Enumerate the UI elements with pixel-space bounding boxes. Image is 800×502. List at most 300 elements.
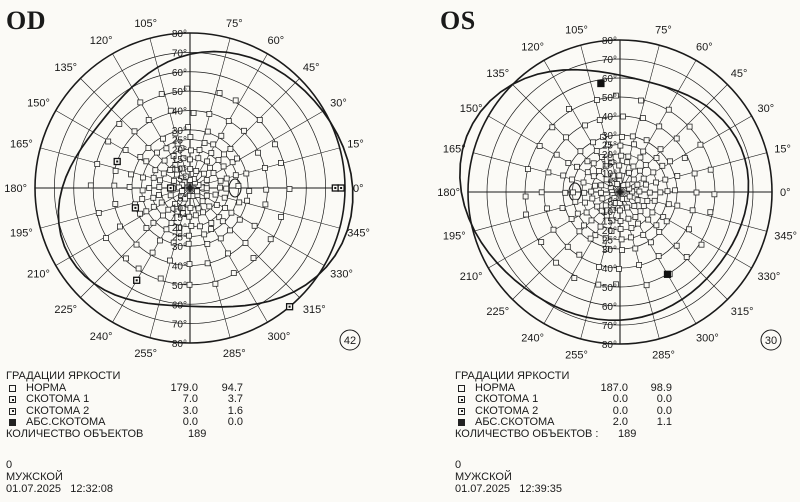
test-point xyxy=(637,168,642,173)
stats-count: 187.0 xyxy=(600,381,628,394)
test-point xyxy=(202,140,207,145)
test-point xyxy=(560,206,565,211)
stats-percent: 1.1 xyxy=(656,416,672,428)
test-point xyxy=(646,217,651,222)
radial-label: 5° xyxy=(177,174,187,186)
test-point xyxy=(629,226,634,231)
test-point xyxy=(140,196,145,201)
meridian-label: 180° xyxy=(437,187,460,199)
radial-label: 50° xyxy=(601,283,617,294)
test-point xyxy=(589,218,594,223)
radial-label: 25° xyxy=(171,232,187,244)
test-point xyxy=(619,237,624,242)
test-point xyxy=(104,236,109,241)
meridian-label: 45° xyxy=(730,68,748,81)
test-point xyxy=(155,150,160,155)
test-point xyxy=(588,236,593,241)
test-point xyxy=(597,265,602,270)
stats-count: 0.0 xyxy=(612,393,628,405)
test-point xyxy=(539,240,544,245)
radial-label: 40° xyxy=(171,106,187,118)
test-point xyxy=(537,143,542,148)
meridian-label: 255° xyxy=(565,349,588,362)
test-point xyxy=(660,163,665,168)
test-point xyxy=(189,223,194,228)
footer-gender: МУЖСКОЙ xyxy=(6,471,63,483)
test-point xyxy=(193,213,198,218)
meridian-line xyxy=(620,85,727,192)
test-point xyxy=(222,152,227,157)
test-point xyxy=(654,223,659,228)
test-point xyxy=(687,124,692,129)
test-point xyxy=(692,171,697,176)
test-point xyxy=(224,176,229,181)
radial-label: 15° xyxy=(601,216,617,228)
test-point xyxy=(204,178,209,183)
meridian-label: 210° xyxy=(459,271,483,283)
test-point xyxy=(151,175,156,180)
test-point xyxy=(656,254,661,259)
test-point xyxy=(632,203,637,208)
test-point xyxy=(156,193,161,198)
test-point xyxy=(224,186,229,191)
test-point xyxy=(221,164,226,169)
test-point xyxy=(582,123,587,128)
stats-count: 0.0 xyxy=(612,404,628,417)
test-point xyxy=(160,136,165,141)
test-point xyxy=(596,282,601,287)
test-point xyxy=(236,183,241,188)
radial-label: 40° xyxy=(601,112,617,123)
test-point xyxy=(144,209,149,214)
test-point xyxy=(172,178,177,183)
test-point xyxy=(233,98,238,103)
test-point xyxy=(218,185,223,190)
test-point xyxy=(209,151,214,156)
stats-name: СКОТОМА 1 xyxy=(26,393,90,405)
meridian-label: 345° xyxy=(347,227,370,240)
stats-percent: 0.0 xyxy=(656,404,672,417)
radial-label: 25° xyxy=(601,140,617,152)
meridian-label: 105° xyxy=(565,24,588,37)
test-point xyxy=(208,165,213,170)
panel-os xyxy=(400,0,800,502)
radial-label: 30° xyxy=(601,245,617,256)
test-point xyxy=(264,187,269,192)
test-point xyxy=(242,128,247,133)
test-point xyxy=(644,283,649,288)
test-point xyxy=(675,173,680,178)
meridian-label: 210° xyxy=(27,268,50,281)
objects-value: 189 xyxy=(618,427,637,440)
badge-number: 30 xyxy=(764,335,778,347)
test-point xyxy=(675,203,680,208)
radial-label: 10° xyxy=(171,164,187,176)
stats-percent: 94.7 xyxy=(221,381,243,394)
absolute-scotoma-point xyxy=(665,271,671,277)
meridian-label: 135° xyxy=(486,68,510,81)
radial-label: 70° xyxy=(601,321,617,332)
patient-footer xyxy=(6,459,113,495)
test-point xyxy=(216,158,221,163)
test-point xyxy=(96,210,101,215)
test-point xyxy=(619,134,624,139)
test-point xyxy=(228,228,233,233)
test-point xyxy=(658,147,663,152)
test-point xyxy=(574,164,579,169)
radial-label: 20° xyxy=(171,145,187,157)
test-point xyxy=(256,150,261,155)
test-point xyxy=(229,210,234,215)
test-count-badge xyxy=(761,330,781,350)
test-point xyxy=(584,210,589,215)
stats-percent: 3.7 xyxy=(227,393,243,405)
radial-label: 50° xyxy=(171,280,187,292)
stats-percent: 0.0 xyxy=(656,393,672,405)
meridian-label: 15° xyxy=(347,138,364,151)
test-point xyxy=(262,165,267,170)
test-point xyxy=(524,212,529,217)
radial-label: 15° xyxy=(171,154,187,166)
test-point xyxy=(164,146,169,151)
radial-label: 5° xyxy=(607,197,617,209)
test-point xyxy=(188,166,193,171)
meridian-label: 300° xyxy=(267,331,291,344)
test-point xyxy=(626,170,631,175)
objects-value: 189 xyxy=(188,427,207,440)
test-point xyxy=(545,206,550,211)
meridian-label: 225° xyxy=(54,303,78,316)
test-point xyxy=(641,204,646,209)
test-point xyxy=(652,198,657,203)
radial-label: 60° xyxy=(601,302,617,313)
test-point xyxy=(166,207,171,212)
test-point xyxy=(577,229,582,234)
test-point xyxy=(263,202,268,207)
test-point xyxy=(578,149,583,154)
test-point xyxy=(581,180,586,185)
test-point xyxy=(205,159,210,164)
test-point xyxy=(620,248,625,253)
meridian-label: 105° xyxy=(134,17,158,30)
test-point xyxy=(140,175,145,180)
dot-square-icon xyxy=(458,396,465,403)
scotoma-point-dot xyxy=(289,306,291,308)
test-point xyxy=(134,242,139,247)
test-point xyxy=(654,156,659,161)
test-point xyxy=(202,232,207,237)
scotoma-point-dot xyxy=(340,187,342,189)
test-point xyxy=(204,186,209,191)
radial-label: 30° xyxy=(171,125,187,137)
test-point xyxy=(589,189,594,194)
stats-count: 2.0 xyxy=(612,416,628,428)
test-point xyxy=(197,147,202,152)
test-point xyxy=(631,164,636,169)
test-point xyxy=(641,149,646,154)
meridian-label: 0° xyxy=(353,183,364,195)
meridian-label: 30° xyxy=(757,103,775,115)
test-point xyxy=(570,177,575,182)
meridian-label: 135° xyxy=(54,62,78,75)
test-point xyxy=(572,276,577,281)
test-point xyxy=(665,189,670,194)
radial-label: 5° xyxy=(607,178,617,190)
test-point xyxy=(191,111,196,116)
meridian-label: 30° xyxy=(330,97,347,110)
test-point xyxy=(218,178,223,183)
meridian-label: 330° xyxy=(757,271,781,283)
test-point xyxy=(151,204,156,209)
test-point xyxy=(644,138,649,143)
test-point xyxy=(666,107,671,112)
scotoma-point-dot xyxy=(334,187,336,189)
test-point xyxy=(554,152,559,157)
test-point xyxy=(209,220,214,225)
test-point xyxy=(237,200,242,205)
stats-count: 0.0 xyxy=(182,416,198,428)
test-point xyxy=(583,200,588,205)
radial-label: 25° xyxy=(171,135,187,147)
test-point xyxy=(196,156,201,161)
test-point xyxy=(144,159,149,164)
radial-label: 20° xyxy=(601,226,617,237)
filled-square-icon xyxy=(9,419,16,426)
test-point xyxy=(698,142,703,147)
test-point xyxy=(198,224,203,229)
scotoma-point-dot xyxy=(170,187,172,189)
polar-grid xyxy=(35,33,353,343)
stats-name: НОРМА xyxy=(475,381,516,394)
test-point xyxy=(268,237,273,242)
test-point xyxy=(144,226,149,231)
meridian-label: 75° xyxy=(225,17,243,30)
stats-title: ГРАДАЦИИ ЯРКОСТИ xyxy=(455,370,570,382)
test-point xyxy=(247,189,252,194)
footer-datetime: 01.07.2025 12:32:08 xyxy=(6,483,114,495)
dot-square-icon xyxy=(9,408,16,415)
test-point xyxy=(158,276,163,281)
test-point xyxy=(599,183,604,188)
test-point xyxy=(146,145,151,150)
test-point xyxy=(245,198,250,203)
test-point xyxy=(204,193,209,198)
test-point xyxy=(663,177,668,182)
meridian-label: 180° xyxy=(4,183,27,195)
test-point xyxy=(597,169,602,174)
test-point xyxy=(591,161,596,166)
test-point xyxy=(209,227,214,232)
test-point xyxy=(161,213,166,218)
test-point xyxy=(207,204,212,209)
test-point xyxy=(618,143,623,148)
test-point xyxy=(635,182,640,187)
meridian-label: 195° xyxy=(10,227,33,240)
meridian-label: 195° xyxy=(442,230,466,243)
test-point xyxy=(582,223,587,228)
meridian-label: 165° xyxy=(442,143,466,156)
test-point xyxy=(575,211,580,216)
polar-grid xyxy=(460,40,772,344)
test-point xyxy=(585,159,590,164)
radial-label: 60° xyxy=(171,67,187,79)
radial-label: 30° xyxy=(601,131,617,142)
scotoma-point-dot xyxy=(134,207,136,209)
test-point xyxy=(146,117,151,122)
test-point xyxy=(643,182,648,187)
test-point xyxy=(590,196,595,201)
test-point xyxy=(213,281,218,286)
test-point xyxy=(637,262,642,267)
test-point xyxy=(201,210,206,215)
test-point xyxy=(687,227,692,232)
stats-percent: 98.9 xyxy=(650,381,672,394)
meridian-label: 60° xyxy=(267,34,285,47)
test-point xyxy=(708,210,713,215)
test-point xyxy=(205,129,210,134)
test-point xyxy=(668,159,673,164)
test-point xyxy=(566,161,571,166)
test-point xyxy=(690,208,695,213)
test-point xyxy=(626,154,631,159)
test-point xyxy=(591,174,596,179)
meridian-line xyxy=(56,188,190,266)
meridian-line xyxy=(620,116,752,192)
test-point xyxy=(251,256,256,261)
meridian-label: 15° xyxy=(774,143,791,156)
test-point xyxy=(237,217,242,222)
meridian-label: 120° xyxy=(89,34,113,47)
test-point xyxy=(684,254,689,259)
stats-percent: 1.6 xyxy=(227,404,243,417)
stats-percent: 0.0 xyxy=(227,416,243,428)
footer-zero: 0 xyxy=(455,459,462,471)
radial-label: 40° xyxy=(171,261,187,273)
test-point xyxy=(201,171,206,176)
radial-label: 80° xyxy=(601,36,617,47)
test-point xyxy=(594,98,599,103)
test-point xyxy=(633,246,638,251)
stats-count: 7.0 xyxy=(182,393,198,405)
test-point xyxy=(106,139,111,144)
test-point xyxy=(168,193,173,198)
test-point xyxy=(645,198,650,203)
test-point xyxy=(657,124,662,129)
test-point xyxy=(95,162,100,167)
test-point xyxy=(571,190,576,195)
stats-name: СКОТОМА 1 xyxy=(475,393,539,405)
test-point xyxy=(117,121,122,126)
open-square-icon xyxy=(9,385,16,392)
test-point xyxy=(551,227,556,232)
stats-name: АБС.СКОТОМА xyxy=(475,416,555,428)
footer-datetime: 01.07.2025 12:39:35 xyxy=(455,483,563,495)
test-point xyxy=(252,223,257,228)
test-point xyxy=(546,170,551,175)
test-point xyxy=(628,235,633,240)
test-point xyxy=(219,133,224,138)
test-point xyxy=(218,236,223,241)
radial-label: 80° xyxy=(171,339,187,350)
test-point xyxy=(217,91,222,96)
radial-label: 15° xyxy=(601,159,617,171)
test-point xyxy=(117,224,122,229)
test-point xyxy=(112,183,117,188)
test-point xyxy=(235,156,240,161)
test-point xyxy=(129,172,134,177)
test-point xyxy=(523,194,528,199)
radial-label: 60° xyxy=(171,300,187,312)
radial-label: 10° xyxy=(601,169,617,180)
test-point xyxy=(566,106,571,111)
test-point xyxy=(631,177,636,182)
test-point xyxy=(233,173,238,178)
meridian-label: 330° xyxy=(330,268,353,281)
test-point xyxy=(639,98,644,103)
test-point xyxy=(188,205,193,210)
test-point xyxy=(699,242,704,247)
scotoma-point-dot xyxy=(136,279,138,281)
test-point xyxy=(650,210,655,215)
test-point xyxy=(140,188,145,193)
test-point xyxy=(151,220,156,225)
test-point xyxy=(158,178,163,183)
test-point xyxy=(563,135,568,140)
test-point xyxy=(231,271,236,276)
test-point xyxy=(123,147,128,152)
test-point xyxy=(673,188,678,193)
radial-label: 15° xyxy=(171,213,187,225)
radial-label: 80° xyxy=(171,29,187,40)
test-point xyxy=(132,129,137,134)
meridian-label: 165° xyxy=(10,138,33,151)
test-point xyxy=(157,238,162,243)
meridian-label: 120° xyxy=(521,41,544,54)
test-point xyxy=(127,184,132,189)
radial-label: 10° xyxy=(601,207,617,218)
test-point xyxy=(682,155,687,160)
test-point xyxy=(244,171,249,176)
test-point xyxy=(550,125,555,130)
test-point xyxy=(88,183,93,188)
test-point xyxy=(554,260,559,265)
radial-label: 70° xyxy=(601,55,617,66)
objects-label: КОЛИЧЕСТВО ОБЪЕКТОВ : xyxy=(455,427,599,440)
filled-square-icon xyxy=(458,419,465,426)
test-point xyxy=(138,155,143,160)
test-point xyxy=(641,232,646,237)
test-point xyxy=(226,119,231,124)
test-point xyxy=(164,227,169,232)
test-point xyxy=(220,219,225,224)
meridian-label: 345° xyxy=(774,230,798,243)
objects-label: КОЛИЧЕСТВО ОБЪЕКТОВ xyxy=(6,427,144,440)
test-point xyxy=(636,221,641,226)
visual-field-chart-os xyxy=(400,0,800,370)
test-point xyxy=(187,214,192,219)
test-point xyxy=(664,219,669,224)
meridian-label: 240° xyxy=(521,332,544,345)
test-point xyxy=(113,168,118,173)
test-point xyxy=(633,215,638,220)
test-point xyxy=(211,170,216,175)
test-point xyxy=(616,266,621,271)
test-point xyxy=(637,189,642,194)
radial-label: 10° xyxy=(171,203,187,215)
test-point xyxy=(598,190,603,195)
radial-label: 20° xyxy=(601,150,617,161)
radial-label: 20° xyxy=(171,222,187,234)
